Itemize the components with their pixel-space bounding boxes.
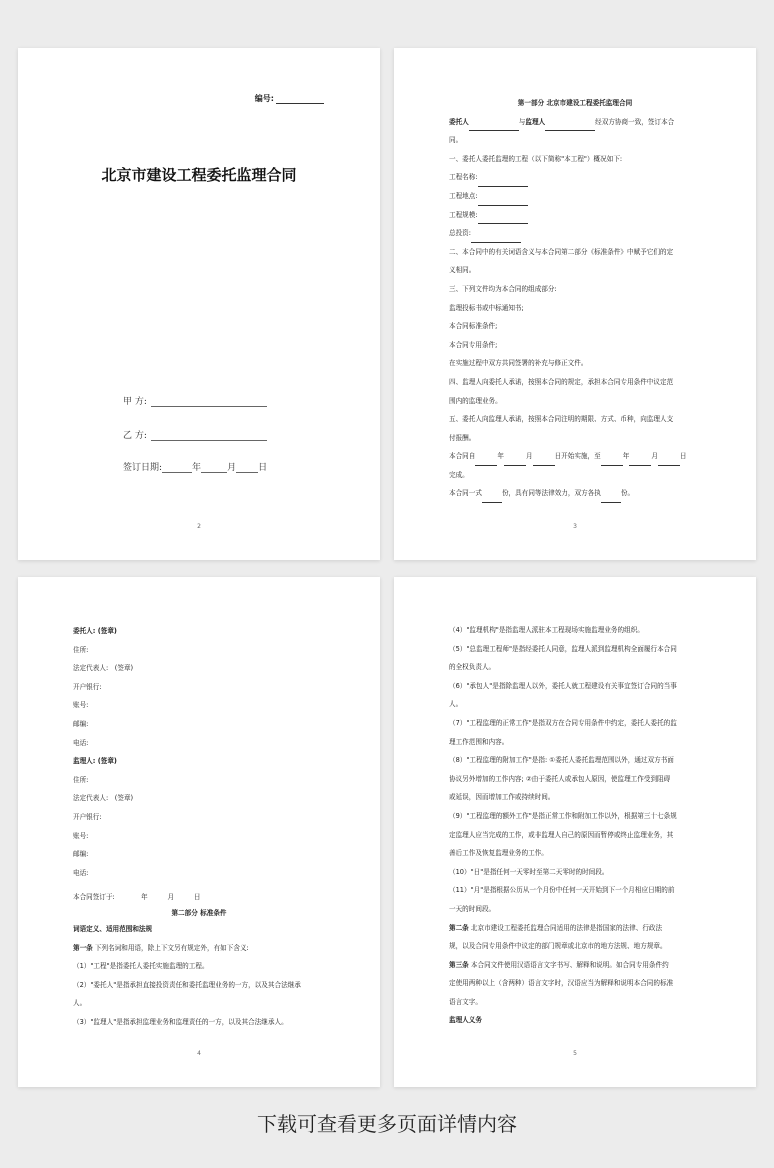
text-line: 付报酬。	[449, 433, 476, 442]
text-line: 在实施过程中双方共同签署的补充与修正文件。	[449, 359, 588, 368]
project-name-field	[449, 168, 701, 187]
term-text: 日开始实施，至	[554, 452, 601, 461]
month-blank	[201, 464, 227, 473]
text-line: 账号:	[73, 831, 89, 840]
text-line: 完成。	[449, 470, 469, 479]
term-blank	[629, 459, 651, 466]
term-text: 年	[497, 452, 504, 461]
page-5-body	[449, 621, 701, 1030]
text-line: （7）"工程监理的正常工作"是指双方在合同专用条件中约定，委托人委托的监	[449, 718, 677, 727]
article-text: 本合同文件使用汉语语言文字书写、解释和说明。如合同专用条件约	[468, 960, 669, 969]
article-three-line	[449, 956, 701, 975]
text-line: 围内的监理业务。	[449, 396, 502, 405]
sign-date-label: 签订日期:	[123, 463, 163, 473]
term-blank	[504, 459, 526, 466]
day-label: 日	[258, 463, 268, 473]
text-line: （2）"委托人"是指承担直接投资责任和委托监理业务的一方，以及其合法继承	[73, 980, 301, 989]
field-blank	[471, 236, 521, 243]
text-line: （1）"工程"是指委托人委托实施监理的工程。	[73, 962, 209, 971]
term-text: 本合同自	[449, 452, 476, 461]
article-one-line	[73, 939, 325, 958]
term-blank	[475, 459, 497, 466]
text-line: 住所:	[73, 775, 89, 784]
term-text: 年	[622, 452, 630, 461]
field-label: 总投资:	[449, 229, 472, 238]
parties-line	[449, 113, 701, 132]
section-heading: 监理人义务	[449, 1016, 482, 1025]
article-label: 第二条	[449, 923, 469, 932]
text-line: 人。	[73, 999, 87, 1008]
text-line: 开户银行:	[73, 682, 102, 691]
contract-number-blank	[276, 96, 324, 104]
month-label: 月	[227, 463, 237, 473]
text-line: 理工作范围和内容。	[449, 737, 509, 746]
text-line: 开户银行:	[73, 812, 102, 821]
text-line: （9）"工程监理的额外工作"是指正常工作和附加工作以外，根据第三十七条规	[449, 811, 677, 820]
text-line: 一天的时间段。	[449, 904, 496, 913]
page-number: 5	[573, 1050, 577, 1057]
year-label: 年	[192, 463, 202, 473]
text-line: 电话:	[73, 868, 89, 877]
copies-blank	[482, 496, 502, 503]
page-number: 2	[197, 523, 201, 530]
text-line: 本合同专用条件;	[449, 340, 498, 349]
text-line: 定监理人应当完成的工作，或非监理人自己的原因而暂停或终止监理业务，其	[449, 830, 674, 839]
contract-number-field	[255, 93, 324, 104]
field-label: 工程地点:	[449, 191, 478, 200]
copies-text: 本合同一式	[449, 489, 482, 498]
contract-title: 北京市建设工程委托监理合同	[101, 166, 297, 184]
download-more-caption: 下载可查看更多页面详情内容	[257, 1112, 517, 1136]
year-blank	[162, 464, 192, 473]
article-text: 下列名词和用语，除上下文另有规定外，有如下含义:	[92, 943, 249, 952]
party-a-blank	[151, 398, 267, 407]
part-one-heading: 第一部分 北京市建设工程委托监理合同	[517, 99, 633, 107]
page-3	[394, 48, 756, 560]
text-line: 五、委托人向监理人承诺，按照本合同注明的期限、方式、币种，向监理人支	[449, 415, 674, 424]
text-line: 善后工作及恢复监理业务的工作。	[449, 849, 548, 858]
text-line: 账号:	[73, 701, 89, 710]
part-two-heading: 第二部分 标准条件	[171, 908, 227, 917]
copies-text: 份，具有同等法律效力，双方各执	[501, 489, 601, 498]
term-text: 日	[679, 452, 687, 461]
total-investment-field	[449, 224, 701, 243]
sign-date-line	[123, 460, 267, 473]
term-text: 月	[525, 452, 533, 461]
text-line: 三、下列文件均为本合同的组成部分:	[449, 284, 557, 293]
term-blank	[601, 459, 623, 466]
field-blank	[478, 180, 528, 187]
text-line: 住所:	[73, 645, 89, 654]
text-line: 电话:	[73, 738, 89, 747]
text-line: 义相同。	[449, 266, 476, 275]
text-line: 二、本合同中的有关词语含义与本合同第二部分《标准条件》中赋予它们的定	[449, 247, 674, 256]
text-line: 语言文字。	[449, 997, 482, 1006]
page-number: 4	[197, 1050, 201, 1057]
page-3-body	[449, 94, 701, 503]
text-line: （10）"日"是指任何一天零时至第二天零时的时间段。	[449, 867, 609, 876]
field-blank	[478, 217, 528, 224]
client-sign-heading: 委托人: (签章)	[73, 627, 117, 635]
text-line: 人。	[449, 700, 463, 709]
project-location-field	[449, 187, 701, 206]
text-line: 一、委托人委托监理的工程（以下简称"本工程"）概况如下:	[449, 154, 623, 163]
project-scale-field	[449, 206, 701, 225]
text-line: （8）"工程监理的附加工作"是指: ①委托人委托监理范围以外，通过双方书面	[449, 756, 674, 765]
term-blank	[533, 459, 555, 466]
text-line: （11）"月"是指根据公历从一个月份中任何一天开始到下一个月相应日期的前	[449, 886, 675, 895]
text-line: 监理投标书或中标通知书;	[449, 303, 524, 312]
text-line: 或延误，因而增加工作或持续时间。	[449, 793, 555, 802]
agreement-text: 经双方协商一致，签订本合	[595, 117, 675, 126]
text-line: 四、监理人向委托人承诺，按照本合同的规定，承担本合同专用条件中议定范	[449, 377, 674, 386]
supervisor-blank	[545, 124, 595, 131]
text-line: （4）"监理机构"是指监理人派驻本工程现场实施监理业务的组织。	[449, 626, 644, 634]
text-line: 本合同标准条件;	[449, 322, 498, 331]
party-b-line	[123, 428, 267, 441]
page-number: 3	[573, 523, 577, 530]
field-label: 工程名称:	[449, 173, 478, 182]
page-4	[18, 577, 380, 1087]
term-line	[449, 447, 701, 466]
party-b-label: 乙 方:	[123, 431, 147, 441]
day-blank	[236, 464, 258, 473]
text-line: 定使用两种以上（含两种）语言文字时，汉语应当为解释和说明本合同的标准	[449, 979, 674, 988]
page-4-body	[73, 622, 325, 1031]
article-text: 北京市建设工程委托监理合同适用的法律是指国家的法律、行政法	[468, 923, 663, 932]
and-text: 与	[518, 117, 526, 126]
text-line: 本合同签订于: 年 月 日	[73, 893, 201, 902]
supervisor-sign-heading: 监理人: (签章)	[73, 757, 117, 766]
client-label: 委托人	[449, 117, 469, 126]
text-line: 法定代表人: (签章)	[73, 664, 134, 673]
copies-line	[449, 484, 701, 503]
client-blank	[469, 124, 519, 131]
text-line: 法定代表人: (签章)	[73, 794, 134, 803]
article-label: 第三条	[449, 960, 469, 969]
party-a-label: 甲 方:	[123, 397, 147, 407]
supervisor-label: 监理人	[525, 117, 546, 126]
field-blank	[478, 199, 528, 206]
text-line: 协议另外增加的工作内容; ②由于委托人或承包人原因，使监理工作受到阻碍	[449, 774, 671, 783]
article-two-line	[449, 919, 701, 938]
term-blank	[658, 459, 680, 466]
field-label: 工程规模:	[449, 210, 478, 219]
page-2-cover	[18, 48, 380, 560]
text-line: 邮编:	[73, 719, 89, 728]
copies-text: 份。	[620, 489, 635, 498]
text-line: 规，以及合同专用条件中议定的部门规章或北京市的地方法规、地方规章。	[449, 942, 667, 951]
section-heading: 词语定义、适用范围和法规	[73, 924, 153, 933]
text-line: 邮编:	[73, 850, 89, 859]
party-a-line	[123, 394, 267, 407]
text-line: 的全权负责人。	[449, 663, 496, 672]
party-b-blank	[151, 432, 267, 441]
page-5	[394, 577, 756, 1087]
text-line: （5）"总监理工程师"是指经委托人同意，监理人派到监理机构全面履行本合同	[449, 644, 677, 653]
article-label: 第一条	[73, 943, 93, 952]
text-line: 同。	[449, 136, 463, 145]
text-line: （3）"监理人"是指承担监理业务和监理责任的一方，以及其合法继承人。	[73, 1017, 288, 1026]
contract-number-label: 编号:	[254, 94, 274, 103]
term-text: 月	[651, 452, 658, 461]
copies-blank	[601, 496, 621, 503]
text-line: （6）"承包人"是指除监理人以外，委托人就工程建设有关事宜签订合同的当事	[449, 681, 677, 690]
